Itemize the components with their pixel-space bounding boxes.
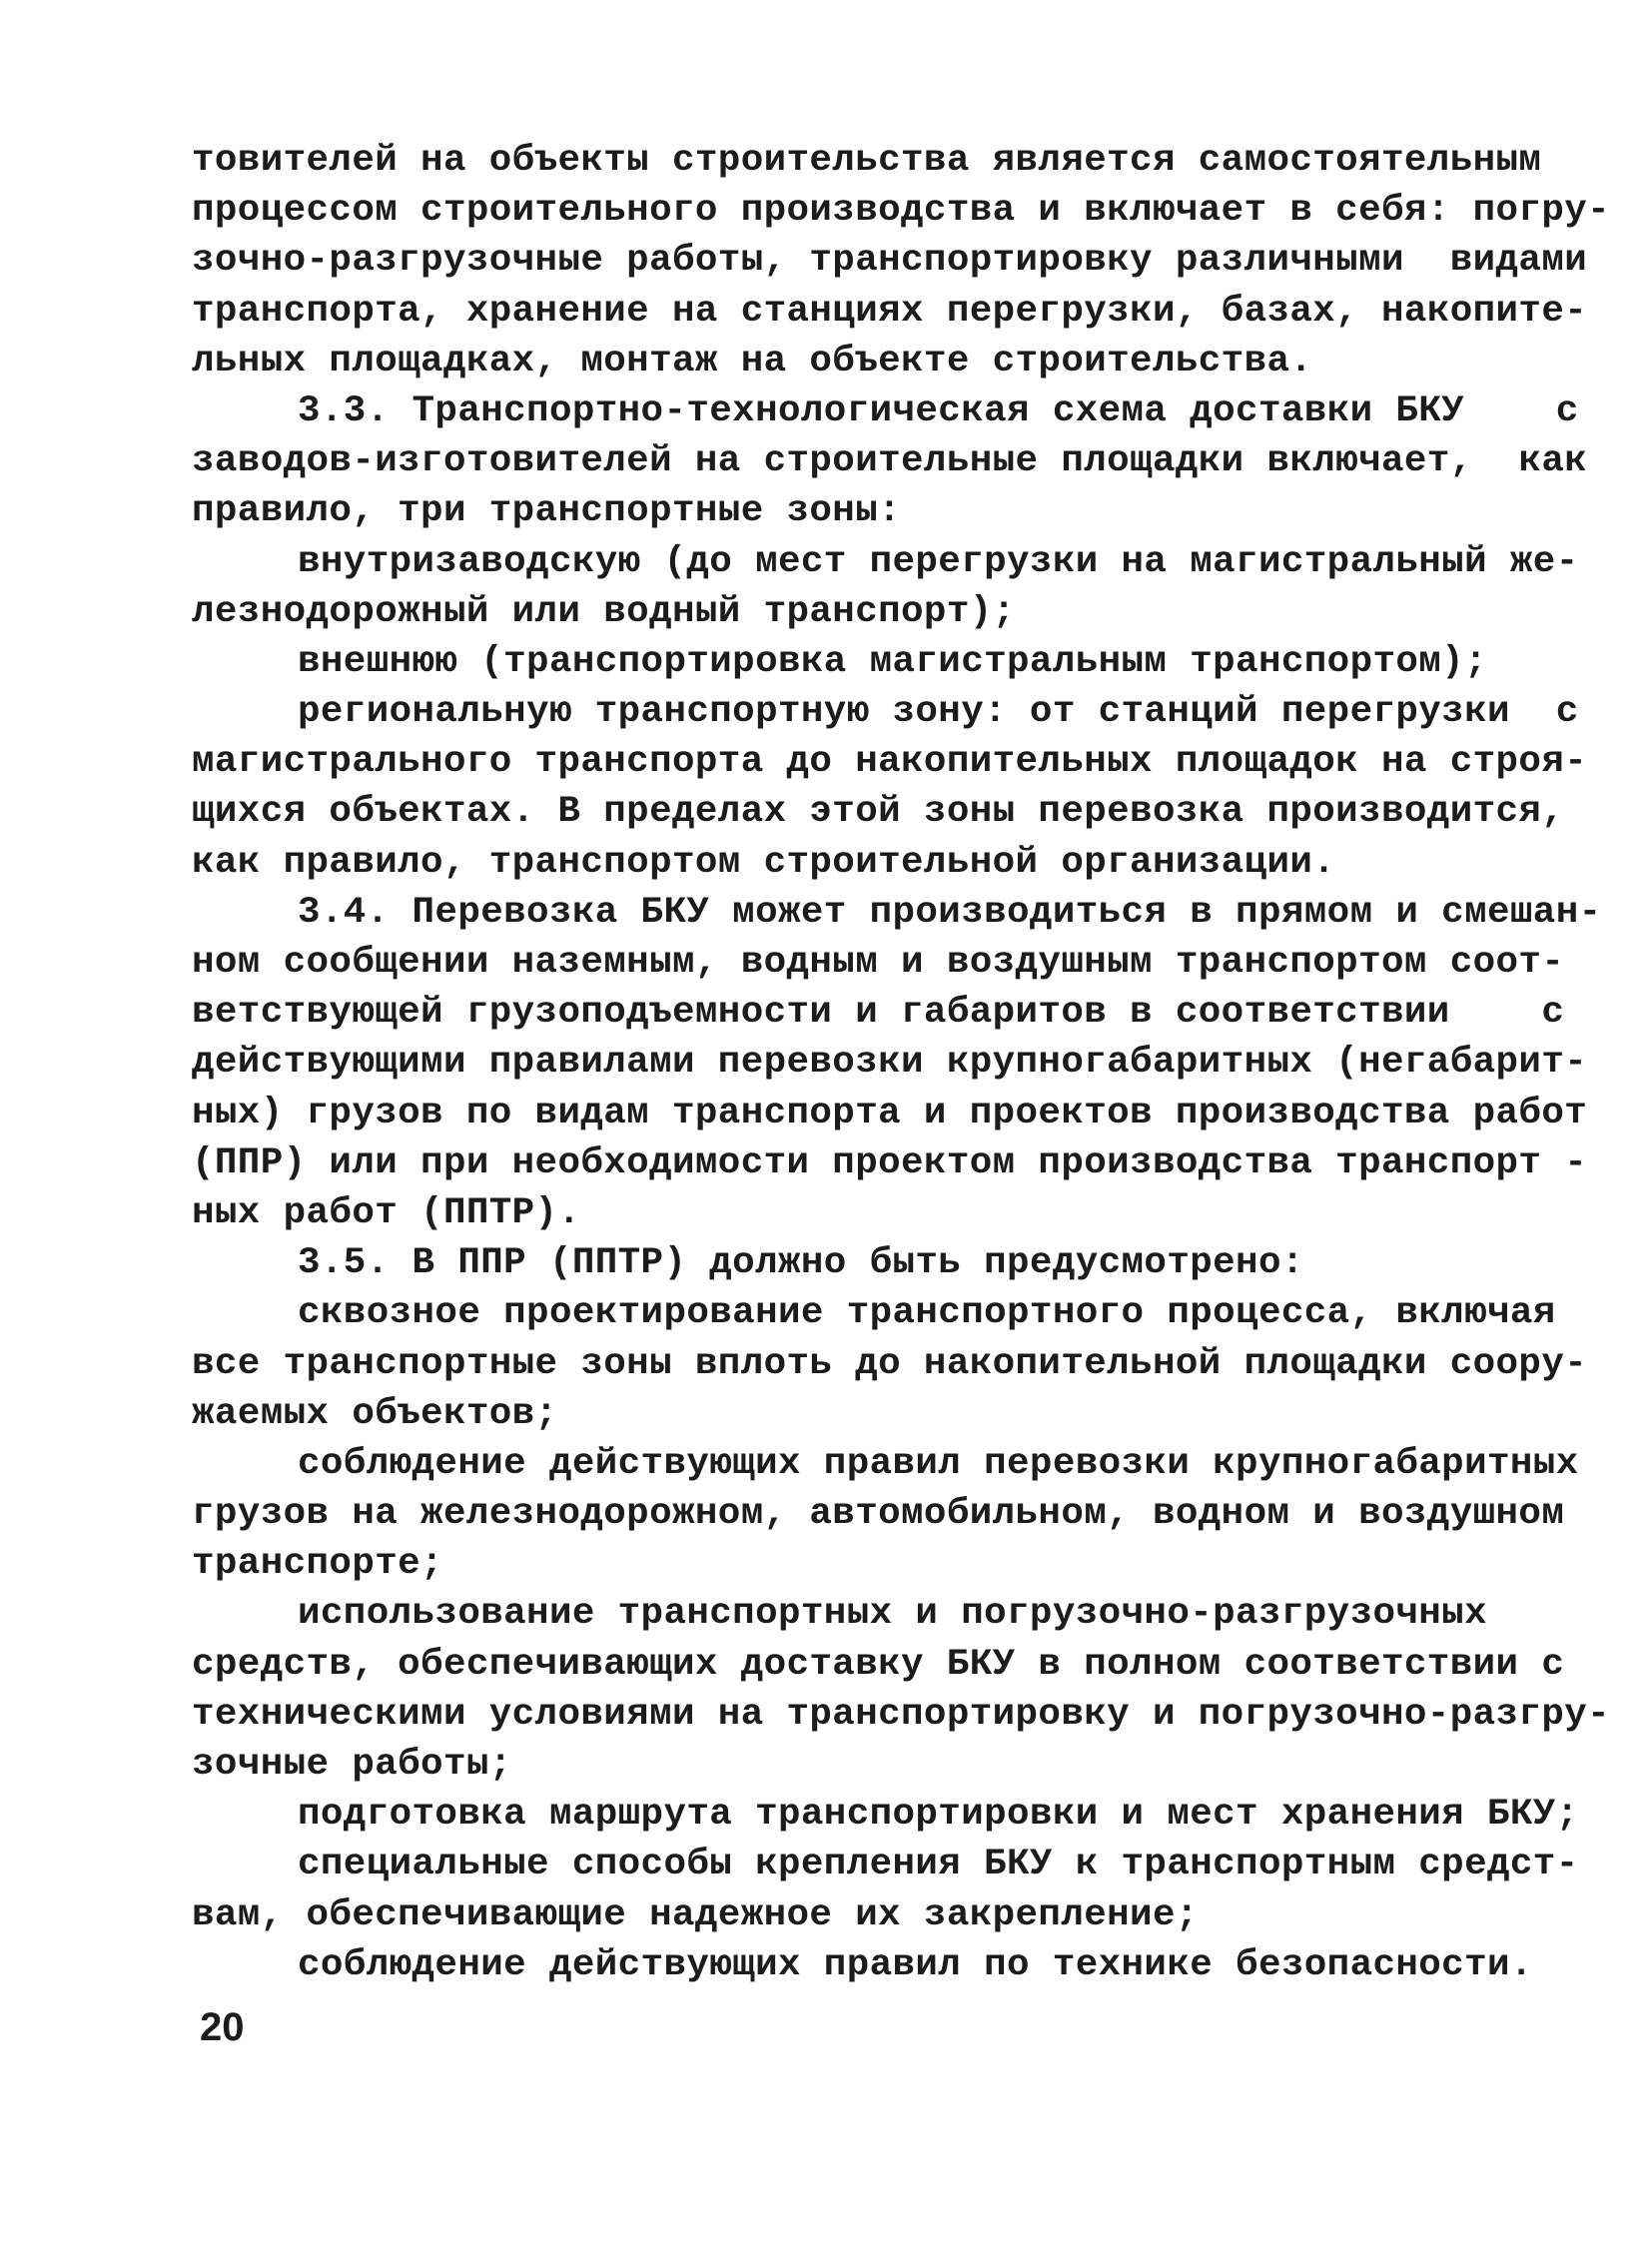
list-item-line: сквозное проектирование транспортного процесса, включая [298, 1292, 1556, 1335]
text-line: как правило, транспортом строительной организации. [192, 841, 1336, 884]
list-item-line: использование транспортных и погрузочно-разгрузочных [298, 1593, 1487, 1636]
text-line: транспорте; [192, 1543, 443, 1586]
text-line: процессом строительного производства и включает в себя: погру- [192, 190, 1611, 233]
list-item-line: соблюдение действующих правил по технике безопасности. [298, 1943, 1533, 1986]
text-line: все транспортные зоны вплоть до накопительной площадки соору- [192, 1342, 1588, 1385]
list-item-line: внешнюю (транспортировка магистральным транспортом); [298, 640, 1487, 683]
text-line: товителей на объекты строительства является самостоятельным [192, 140, 1542, 182]
text-line: зочно-разгрузочные работы, транспортировку различными видами [192, 240, 1588, 283]
text-line: лезнодорожный или водный транспорт); [192, 590, 1016, 633]
text-line: жаемых объектов; [192, 1392, 558, 1435]
text-line: льных площадках, монтаж на объекте строительства. [192, 340, 1313, 382]
text-line: правило, три транспортные зоны: [192, 490, 902, 533]
text-line: заводов-изготовителей на строительные площадки включает, как [192, 440, 1588, 483]
text-line: грузов на железнодорожном, автомобильном, водном и воздушном [192, 1493, 1565, 1536]
text-line: ном сообщении наземным, водным и воздушным транспортом соот- [192, 942, 1565, 984]
text-line: зочные работы; [192, 1744, 512, 1786]
list-item-line: соблюдение действующих правил перевозки крупногабаритных [298, 1442, 1579, 1485]
section-3-3-heading-line: 3.3. Транспортно-технологическая схема доставки БКУ с [298, 389, 1579, 432]
page-number: 20 [200, 2005, 245, 2049]
text-line: действующими правилами перевозки крупногабаритных (негабарит- [192, 1042, 1588, 1085]
section-3-5-heading-line: 3.5. В ППР (ППТР) должно быть предусмотрено: [298, 1242, 1304, 1285]
text-line: магистрального транспорта до накопительных площадок на строя- [192, 741, 1588, 784]
text-line: вам, обеспечивающие надежное их закрепление; [192, 1893, 1199, 1936]
body-text [192, 136, 1611, 1990]
section-3-4-heading-line: 3.4. Перевозка БКУ может производиться в прямом и смешан- [298, 891, 1602, 934]
list-item-line: внутризаводскую (до мест перегрузки на магистральный же- [298, 540, 1579, 583]
text-line: техническими условиями на транспортировку и погрузочно-разгру- [192, 1693, 1611, 1736]
list-item-line: региональную транспортную зону: от станций перегрузки с [298, 691, 1579, 734]
text-line: щихся объектах. В пределах этой зоны перевозка производится, [192, 791, 1565, 834]
text-line: (ППР) или при необходимости проектом производства транспорт - [192, 1141, 1588, 1184]
text-line: средств, обеспечивающих доставку БКУ в полном соответствии с [192, 1643, 1565, 1686]
text-line: ных) грузов по видам транспорта и проектов производства работ [192, 1092, 1588, 1134]
text-line: транспорта, хранение на станциях перегрузки, базах, накопите- [192, 290, 1588, 333]
text-line: ных работ (ППТР). [192, 1191, 581, 1234]
list-item-line: специальные способы крепления БКУ к транспортным средст- [298, 1844, 1579, 1886]
text-line: ветствующей грузоподъемности и габаритов в соответствии с [192, 992, 1565, 1035]
list-item-line: подготовка маршрута транспортировки и мест хранения БКУ; [298, 1794, 1579, 1837]
